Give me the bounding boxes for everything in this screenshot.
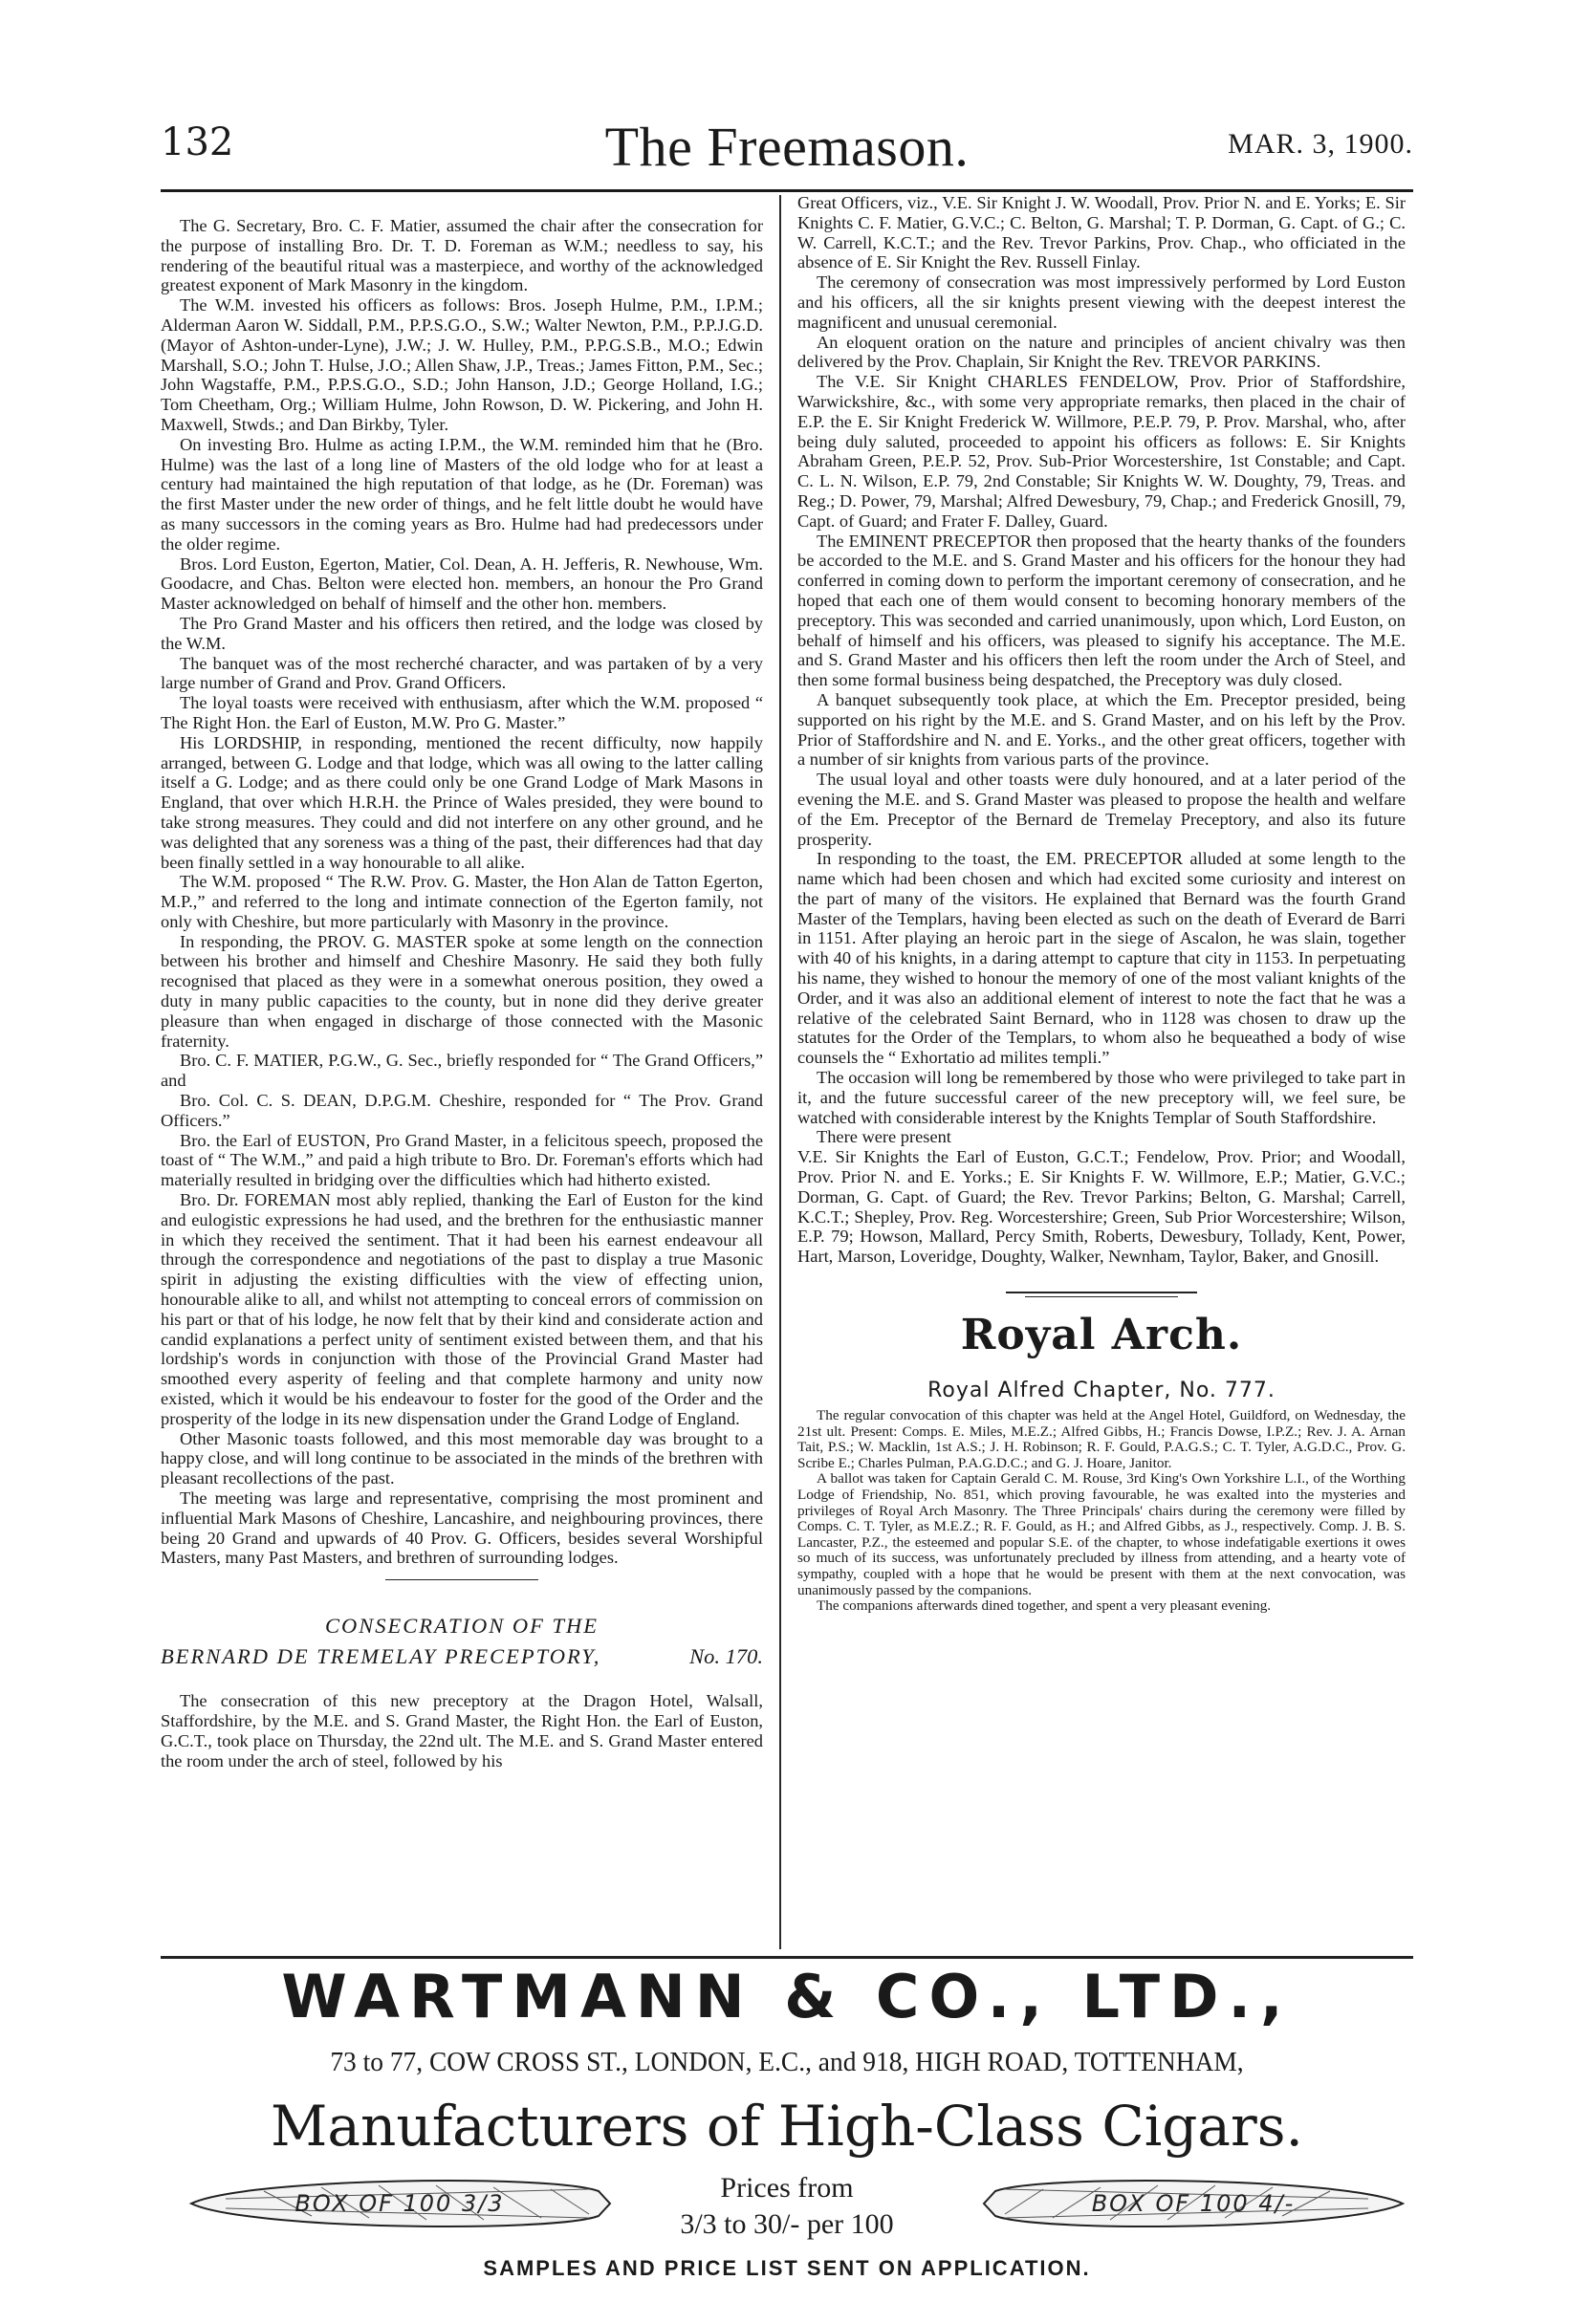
company-address: 73 to 77, COW CROSS ST., LONDON, E.C., and 918, HIGH ROAD, TOTTENHAM,	[330, 2048, 1244, 2077]
royal-arch-section	[797, 1292, 1406, 1615]
paragraph: The EMINENT PRECEPTOR then proposed that the hearty thanks of the founders be accorded to the M.E. and S. Grand Master and his officers for the honour they had conferred in coming down to perform the important ceremony of consecration, and he hoped that each one of them would consent to becoming honorary members of the preceptory. This was seconded and carried unanimously, upon which, Lord Euston, on behalf of himself and his officers, was pleased to signify his acceptance. The M.E. and S. Grand Master and his officers then left the room under the Arch of Steel, and then some formal business being despatched, the Preceptory was duly closed.	[797, 531, 1406, 690]
paragraph: Bros. Lord Euston, Egerton, Matier, Col. Dean, A. H. Jefferis, R. Newhouse, Wm. Goodacre, and Chas. Belton were elected hon. members, an honour the Pro Grand Master acknowledged on behalf of himself and the other hon. members.	[161, 554, 763, 614]
paragraph: The consecration of this new preceptory at the Dragon Hotel, Walsall, Staffordshire, by the M.E. and S. Grand Master, the Right Hon. the Earl of Euston, G.C.T., took place on Thursday, the 22nd ult. The M.E. and S. Grand Master entered the room under the arch of steel, followed by his	[161, 1691, 763, 1770]
paragraph: The meeting was large and representative, comprising the most prominent and influential Mark Masons of Cheshire, Lancashire, and neighbouring provinces, there being 20 Grand and upwards of 40 Prov. G. Officers, besides several Worshipful Masters, many Past Masters, and brethren of surrounding lodges.	[161, 1488, 763, 1568]
paragraph: The loyal toasts were received with enthusiasm, after which the W.M. proposed “ The Right Hon. the Earl of Euston, M.W. Pro G. Master.”	[161, 693, 763, 732]
chapter-heading: Royal Alfred Chapter, No. 777.	[927, 1379, 1276, 1403]
cigar-left-label: BOX OF 100 3/3	[294, 2190, 505, 2217]
cigar-right-label: BOX OF 100 4/-	[1091, 2190, 1296, 2217]
paragraph: An eloquent oration on the nature and principles of ancient chivalry was then delivered by the Prov. Chaplain, Sir Knight the Rev. TREVOR PARKINS.	[797, 332, 1406, 372]
consecration-heading-line2	[161, 1641, 763, 1672]
issue-date: MAR. 3, 1900.	[1228, 128, 1413, 160]
paragraph: A ballot was taken for Captain Gerald C. M. Rouse, 3rd King's Own Yorkshire L.I., of the Worthing Lodge of Friendship, No. 851, which proving favourable, he was exalted into the mysteries and privileges of Royal Arch Masonry. The Three Principals' chairs during the ceremony were filled by Comps. C. T. Tyler, as M.E.Z.; R. F. Gould, as H.; and Alfred Gibbs, as J., respectively. Comp. J. B. S. Lancaster, P.Z., the esteemed and popular S.E. of the chapter, to whose indefatigable exertions it owes so much of its success, was unfortunately precluded by illness from attending, and a hearty vote of sympathy, coupled with a hope that he would be present with them at the next convocation, was unanimously passed by the companions.	[797, 1470, 1406, 1598]
consecration-heading-line1: CONSECRATION OF THE	[325, 1614, 599, 1639]
paragraph: The regular convocation of this chapter was held at the Angel Hotel, Guildford, on Wednesday, the 21st ult. Present: Comps. E. Miles, M.E.Z.; Alfred Gibbs, H.; Francis Dowse, I.P.Z.; Rev. J. A. Arnan Tait, P.S.; W. Macklin, 1st A.S.; J. H. Robinson; R. F. Gould, P.A.G.S.; C. T. Tyler, A.G.D.C., Prov. G. Scribe E.; Charles Pulman, P.A.G.D.C.; and G. J. Hoare, Janitor.	[797, 1407, 1406, 1471]
paragraph: The companions afterwards dined together, and spent a very pleasant evening.	[817, 1597, 1272, 1615]
chapter-report	[797, 1408, 1406, 1615]
paragraph: Bro. Col. C. S. DEAN, D.P.G.M. Cheshire, responded for “ The Prov. Grand Officers.”	[161, 1091, 763, 1130]
paragraph: There were present	[817, 1127, 951, 1147]
column-divider	[779, 195, 781, 1949]
decorative-rule	[1006, 1292, 1197, 1293]
paragraph: Bro. Dr. FOREMAN most ably replied, thanking the Earl of Euston for the kind and eulogistic expressions he had used, and the brethren for the enthusiastic manner in which they received the sentiment. That it had been his earnest endeavour all through the correspondence and negotiations of the past to display a true Masonic spirit in adjusting the existing difficulties with the view of effecting union, honourable alike to all, and whilst not attempting to conceal errors of commission on his part or that of his lodge, he now felt that by their kind and considerate action and candid explanations a perfect unity of sentiment existed between them, and that his lordship's words in conjunction with those of the Provincial Grand Master had smoothed every asperity of feeling and that complete harmony and unity now existed, which it would be his endeavour to foster for the good of the Order and the prosperity of the lodge in its new dispensation under the Grand Lodge of England.	[161, 1190, 763, 1428]
paragraph: The Pro Grand Master and his officers then retired, and the lodge was closed by the W.M.	[161, 613, 763, 653]
paragraph: The V.E. Sir Knight CHARLES FENDELOW, Prov. Prior of Staffordshire, Warwickshire, &c., with some very appropriate remarks, then placed in the chair of E.P. the E. Sir Knight Frederick W. Willmore, P.E.P. 79, P. Prov. Marshal, who, after being duly saluted, proceeded to appoint his officers as follows: E. Sir Knights Abraham Green, P.E.P. 52, Prov. Sub-Prior Worcestershire, 1st Constable; and Capt. C. L. N. Wilson, E.P. 79, 2nd Constable; Sir Knights W. W. Doughty, 79, Treas. and Reg.; D. Power, 79, Marshal; Alfred Dewesbury, 79, Chap.; and Frederick Gnosill, 79, Capt. of Guard; and Frater F. Dalley, Guard.	[797, 372, 1406, 531]
cigar-illustration-right	[981, 2170, 1406, 2237]
paragraph: On investing Bro. Hulme as acting I.P.M., the W.M. reminded him that he (Bro. Hulme) was the last of a long line of Masters of the old lodge who for at least a century had maintained the high reputation of that lodge, as he (Dr. Foreman) was the first Master under the new order of things, and he felt little doubt he would have as many successors in the coming years as Bro. Hulme had had predecessors under the older regime.	[161, 434, 763, 554]
section-divider	[385, 1579, 538, 1580]
cigar-advertisement	[161, 1960, 1413, 2285]
paragraph: The occasion will long be remembered by those who were privileged to take part in it, and the future successful career of the new preceptory will, we feel sure, be watched with considerable interest by the Knights Templar of South Staffordshire.	[797, 1068, 1406, 1127]
company-name: WARTMANN & CO., LTD.,	[281, 1962, 1293, 2031]
paragraph: V.E. Sir Knights the Earl of Euston, G.C.T.; Fendelow, Prov. Prior; and Woodall, Prov. Prior N. and E. Yorks.; E. Sir Knights F. W. Willmore, E.P.; Matier, G.V.C.; Dorman, G. Capt. of Guard; the Rev. Trevor Parkins; Belton, G. Marshal; Carrell, K.C.T.; Shepley, Prov. Reg. Worcestershire; Green, Sub Prior Worcestershire; Wilson, E.P. 79; Howson, Mallard, Percy Smith, Roberts, Dewesbury, Tollady, Kent, Power, Hart, Marson, Loveridge, Doughty, Walker, Newnham, Taylor, Baker, and Gnosill.	[797, 1147, 1406, 1267]
paragraph: His LORDSHIP, in responding, mentioned the recent difficulty, now happily arranged, between G. Lodge and that lodge, which was all owing to the latter calling itself a G. Lodge; and as there could only be one Grand Lodge of Mark Masons in England, that over which H.R.H. the Prince of Wales presided, they were bound to take strong measures. They could and did not interfere on any other ground, and he was delighted that any soreness was a thing of the past, their differences had that day been finally settled in a way honourable to all alike.	[161, 732, 763, 872]
page-number: 132	[161, 120, 234, 164]
decorative-rule	[1025, 1296, 1178, 1297]
paragraph: The usual loyal and other toasts were duly honoured, and at a later period of the evening the M.E. and S. Grand Master was pleased to propose the health and welfare of the Em. Preceptor of the Bernard de Tremelay Preceptory, and also its future prosperity.	[797, 770, 1406, 849]
prices-line-2: 3/3 to 30/- per 100	[680, 2208, 894, 2240]
paragraph: The G. Secretary, Bro. C. F. Matier, assumed the chair after the consecration for the purpose of installing Bro. Dr. T. D. Foreman as W.M.; needless to say, his rendering of the beautiful ritual was a masterpiece, and worthy of the acknowledged greatest exponent of Mark Masonry in the kingdom.	[161, 216, 763, 295]
paragraph: Bro. C. F. MATIER, P.G.W., G. Sec., briefly responded for “ The Grand Officers,” and	[161, 1051, 763, 1091]
left-column	[161, 216, 763, 1903]
advertisement-rule	[161, 1956, 1413, 1959]
page-header	[161, 115, 1413, 182]
paragraph: Other Masonic toasts followed, and this most memorable day was brought to a happy close, and will long continue to be associated in the minds of the brethren with pleasant recollections of the past.	[161, 1428, 763, 1488]
header-rule	[161, 189, 1413, 192]
masthead-title: The Freemason.	[604, 116, 970, 178]
consecration-heading-name: BERNARD DE TREMELAY PRECEPTORY,	[161, 1644, 601, 1669]
paragraph: The W.M. proposed “ The R.W. Prov. G. Master, the Hon Alan de Tatton Egerton, M.P.,” and referred to the long and intimate connection of the Egerton family, not only with Cheshire, but more particularly with Masonry in the province.	[161, 872, 763, 931]
paragraph: The ceremony of consecration was most impressively performed by Lord Euston and his officers, all the sir knights present viewing with the deepest interest the magnificent and unusual ceremonial.	[797, 272, 1406, 332]
paragraph: A banquet subsequently took place, at which the Em. Preceptor presided, being supported on his right by the M.E. and S. Grand Master, and on his left by the Prov. Prior of Staffordshire and N. and E. Yorks., and the other great officers, together with a number of sir knights from various parts of the province.	[797, 689, 1406, 770]
consecration-heading	[161, 1611, 763, 1672]
company-tagline: Manufacturers of High-Class Cigars.	[271, 2094, 1303, 2159]
paragraph: The W.M. invested his officers as follows: Bros. Joseph Hulme, P.M., I.P.M.; Alderman Aaron W. Siddall, P.M., P.P.S.G.O., S.W.; Walter Newton, P.M., P.P.J.G.D. (Mayor of Ashton-under-Lyne), J.W.; J. W. Hulley, P.M., P.P.G.S.B., M.O.; Edwin Marshall, S.O.; John T. Hulse, J.O.; Allen Shaw, J.P., Treas.; James Fitton, P.M., Sec.; John Wagstaffe, P.M., P.P.S.G.O., S.D.; John Hanson, J.D.; George Holland, I.G.; Tom Cheetham, Org.; William Hulme, John Rowson, D. W. Pickering, and John H. Maxwell, Stwds.; and Dan Birkby, Tyler.	[161, 295, 763, 434]
paragraph: In responding, the PROV. G. MASTER spoke at some length on the connection between his brother and himself and Cheshire Masonry. He said they both fully recognised that placed as they were in a somewhat onerous position, they owed a duty in many public capacities to the county, but in none did they derive greater pleasure than when engaged in discharge of those connected with the Masonic fraternity.	[161, 931, 763, 1051]
prices-line-1: Prices from	[720, 2172, 854, 2204]
royal-arch-title: Royal Arch.	[960, 1311, 1243, 1360]
paragraph: In responding to the toast, the EM. PRECEPTOR alluded at some length to the name which had been chosen and which had excited some curiosity and interest on the part of many of the visitors. He explained that Bernard was the fourth Grand Master of the Templars, having been elected as such on the death of Everard de Barri in 1151. After playing an heroic part in the siege of Ascalon, he was slain, together with 40 of his knights, in a daring attempt to capture that city in 1153. In perpetuating his name, they wished to honour the memory of one of the most valiant knights of the Order, and it was also an additional element of interest to note the fact that he was a relative of the celebrated Saint Bernard, who in 1128 was chosen to draw up the statutes for the Order of the Templars, to whom also he bequeathed a body of wise counsels the “ Exhortatio ad milites templi.”	[797, 849, 1406, 1068]
samples-notice: SAMPLES AND PRICE LIST SENT ON APPLICATION.	[483, 2256, 1091, 2280]
paragraph: The banquet was of the most recherché character, and was partaken of by a very large number of Grand and Prov. Grand Officers.	[161, 653, 763, 693]
cigar-illustration-left	[187, 2170, 613, 2237]
paragraph: Bro. the Earl of EUSTON, Pro Grand Master, in a felicitous speech, proposed the toast of “ The W.M.,” and paid a high tribute to Bro. Dr. Foreman's efforts which had materially resulted in bridging over the difficulties which had hitherto existed.	[161, 1130, 763, 1190]
paragraph: Great Officers, viz., V.E. Sir Knight J. W. Woodall, Prov. Prior N. and E. Yorks; E. Sir Knights C. F. Matier, G.V.C.; C. Belton, G. Marshal; T. P. Dorman, G. Capt. of G.; C. W. Carrell, K.C.T.; and the Rev. Trevor Parkins, Prov. Chap., who officiated in the absence of E. Sir Knight the Rev. Russell Finlay.	[797, 193, 1406, 272]
consecration-heading-no: No. 170.	[689, 1644, 763, 1669]
right-column	[797, 193, 1406, 1952]
